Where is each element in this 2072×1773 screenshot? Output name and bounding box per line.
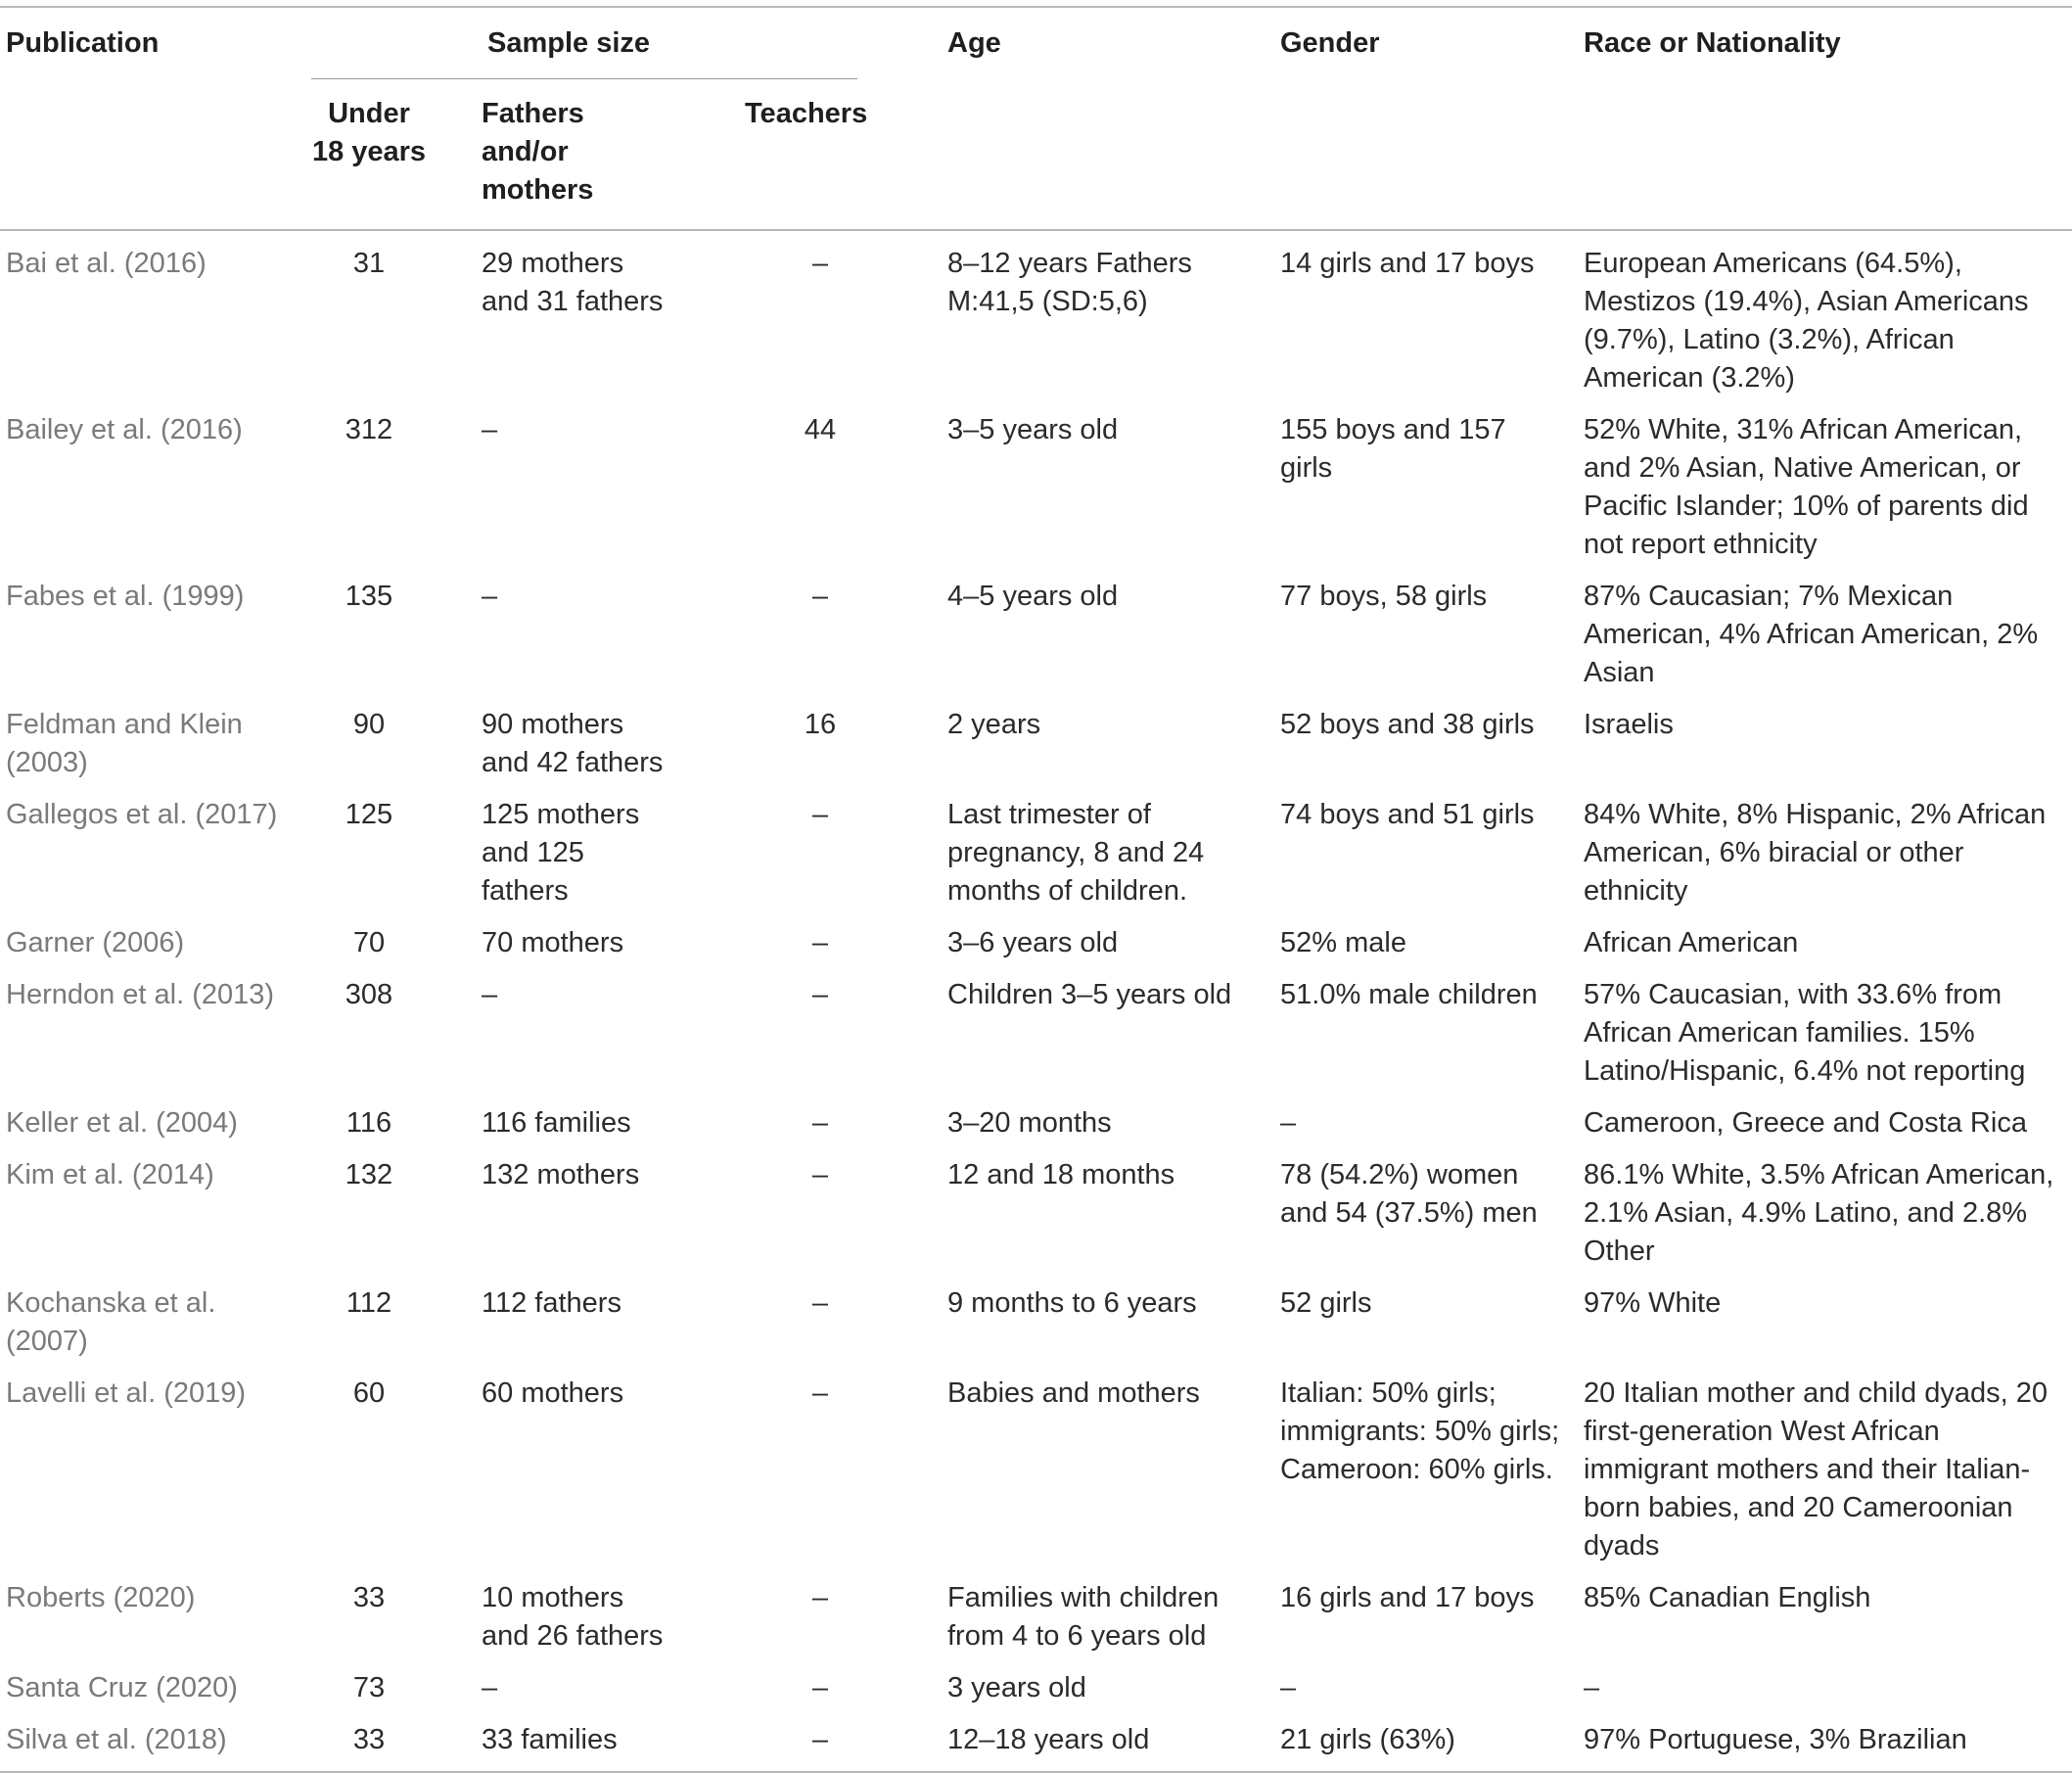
cell-race: 97% White [1584,1287,1722,1319]
table-row [0,230,2072,397]
cell-publication: Fabes et al. (1999) [6,581,245,612]
cell-publication: Bai et al. (2016) [6,248,207,279]
cell-parents: 10 mothers and 26 fathers [482,1582,664,1652]
cell-teachers: – [811,1287,829,1319]
table-row [0,692,2072,782]
cell-race: 52% White, 31% African American, and 2% Asian, Native American, or Pacific Islander; 10% of parents did not report ethnicity [1584,414,2029,560]
cell-under-18: 135 [345,581,393,612]
cell-parents: 132 mothers [482,1159,640,1190]
table-row [0,1271,2072,1361]
cell-teachers: – [811,979,829,1010]
cell-teachers: – [811,1159,829,1190]
header-sample-size [311,7,947,77]
table-body [0,230,2072,1772]
cell-teachers: – [811,1107,829,1139]
cell-teachers: – [811,1582,829,1613]
cell-publication: Santa Cruz (2020) [6,1672,238,1703]
table-row [0,1091,2072,1143]
cell-under-18: 312 [345,414,393,445]
cell-age: 12 and 18 months [947,1159,1175,1190]
table-row [0,962,2072,1091]
cell-age: Last trimester of pregnancy, 8 and 24 months of children. [947,799,1205,907]
cell-age: 3–6 years old [947,927,1119,958]
cell-age: 8–12 years Fathers M:41,5 (SD:5,6) [947,248,1192,317]
cell-publication: Herndon et al. (2013) [6,979,275,1010]
cell-age: 9 months to 6 years [947,1287,1197,1319]
cell-race: 57% Caucasian, with 33.6% from African American families. 15% Latino/Hispanic, 6.4% not reporting [1584,979,2026,1087]
cell-parents: 116 families [482,1107,631,1139]
table-row [0,1361,2072,1565]
header-gender: Gender [1280,27,1380,59]
cell-teachers: – [811,581,829,612]
cell-gender: 16 girls and 17 boys [1280,1582,1535,1613]
cell-parents: 125 mothers and 125 fathers [482,799,640,907]
cell-under-18: 132 [345,1159,393,1190]
cell-publication: Gallegos et al. (2017) [6,799,278,830]
cell-age: 3–20 months [947,1107,1112,1139]
cell-age: Babies and mothers [947,1377,1200,1409]
cell-race: – [1584,1672,1600,1703]
cell-parents: 90 mothers and 42 fathers [482,709,664,778]
cell-under-18: 33 [352,1582,386,1613]
cell-parents: 112 fathers [482,1287,622,1319]
cell-teachers: – [811,248,829,279]
cell-under-18: 73 [352,1672,386,1703]
cell-under-18: 70 [352,927,386,958]
cell-teachers: – [811,1672,829,1703]
table-row [0,1565,2072,1656]
header-sample-size-label: Sample size [486,27,651,59]
header-race: Race or Nationality [1584,27,1841,59]
cell-gender: – [1280,1107,1297,1139]
cell-gender: 52 boys and 38 girls [1280,709,1535,740]
cell-teachers: – [811,1377,829,1409]
header-publication: Publication [6,27,160,59]
cell-parents: 33 families [482,1724,618,1755]
header-parents: Fathers and/or mothers [482,98,594,206]
cell-age: 12–18 years old [947,1724,1150,1755]
cell-gender: 78 (54.2%) women and 54 (37.5%) men [1280,1159,1538,1229]
table-row [0,1143,2072,1271]
cell-parents: – [482,414,498,445]
cell-publication: Kochanska et al. (2007) [6,1287,216,1357]
cell-gender: 52 girls [1280,1287,1372,1319]
cell-race: 20 Italian mother and child dyads, 20 first-generation West African immigrant mothers and their Italian-born babies, and 20 Cameroonian dyads [1584,1377,2048,1562]
cell-age: Families with children from 4 to 6 years old [947,1582,1220,1652]
table-header [0,7,2072,230]
sample-size-rule [311,78,857,79]
cell-under-18: 116 [345,1107,392,1139]
cell-under-18: 125 [345,799,393,830]
cell-teachers: 44 [804,414,837,445]
cell-under-18: 60 [352,1377,386,1409]
cell-race: 86.1% White, 3.5% African American, 2.1% Asian, 4.9% Latino, and 2.8% Other [1584,1159,2054,1267]
cell-race: African American [1584,927,1799,958]
table-row [0,910,2072,962]
cell-publication: Roberts (2020) [6,1582,196,1613]
cell-publication: Lavelli et al. (2019) [6,1377,247,1409]
cell-parents: – [482,581,498,612]
header-under-18: Under 18 years [311,98,427,167]
cell-age: 4–5 years old [947,581,1119,612]
cell-race: 84% White, 8% Hispanic, 2% African American, 6% biracial or other ethnicity [1584,799,2047,907]
cell-publication: Garner (2006) [6,927,185,958]
cell-under-18: 112 [345,1287,392,1319]
cell-publication: Bailey et al. (2016) [6,414,243,445]
cell-publication: Feldman and Klein (2003) [6,709,243,778]
cell-teachers: – [811,1724,829,1755]
table-row [0,397,2072,564]
cell-race: Cameroon, Greece and Costa Rica [1584,1107,2027,1139]
table-row [0,1656,2072,1707]
cell-parents: 60 mothers [482,1377,624,1409]
header-empty [0,77,311,230]
cell-race: 97% Portuguese, 3% Brazilian [1584,1724,1967,1755]
cell-race: 87% Caucasian; 7% Mexican American, 4% African American, 2% Asian [1584,581,2039,688]
cell-gender: – [1280,1672,1297,1703]
cell-teachers: – [811,799,829,830]
cell-parents: – [482,979,498,1010]
cell-publication: Silva et al. (2018) [6,1724,227,1755]
cell-parents: – [482,1672,498,1703]
cell-publication: Kim et al. (2014) [6,1159,214,1190]
cell-gender: 77 boys, 58 girls [1280,581,1488,612]
cell-race: Israelis [1584,709,1674,740]
cell-age: 3 years old [947,1672,1086,1703]
cell-age: 3–5 years old [947,414,1119,445]
cell-publication: Keller et al. (2004) [6,1107,238,1139]
cell-gender: 21 girls (63%) [1280,1724,1455,1755]
cell-gender: 51.0% male children [1280,979,1538,1010]
cell-age: Children 3–5 years old [947,979,1232,1010]
cell-race: 85% Canadian English [1584,1582,1871,1613]
table-row [0,1707,2072,1772]
cell-teachers: – [811,927,829,958]
table-row [0,564,2072,692]
cell-gender: 155 boys and 157 girls [1280,414,1506,484]
header-age: Age [947,27,1001,59]
cell-gender: 74 boys and 51 girls [1280,799,1535,830]
cell-under-18: 31 [352,248,386,279]
cell-gender: 52% male [1280,927,1406,958]
cell-race: European Americans (64.5%), Mestizos (19.4%), Asian Americans (9.7%), Latino (3.2%), African American (3.2%) [1584,248,2029,394]
cell-gender: Italian: 50% girls; immigrants: 50% girls; Cameroon: 60% girls. [1280,1377,1560,1485]
cell-under-18: 308 [345,979,393,1010]
cell-parents: 70 mothers [482,927,624,958]
study-table [0,6,2072,1773]
header-teachers: Teachers [745,98,868,129]
table-row [0,782,2072,910]
cell-parents: 29 mothers and 31 fathers [482,248,664,317]
cell-gender: 14 girls and 17 boys [1280,248,1535,279]
cell-teachers: 16 [804,709,837,740]
cell-age: 2 years [947,709,1041,740]
cell-under-18: 33 [352,1724,386,1755]
cell-under-18: 90 [352,709,386,740]
